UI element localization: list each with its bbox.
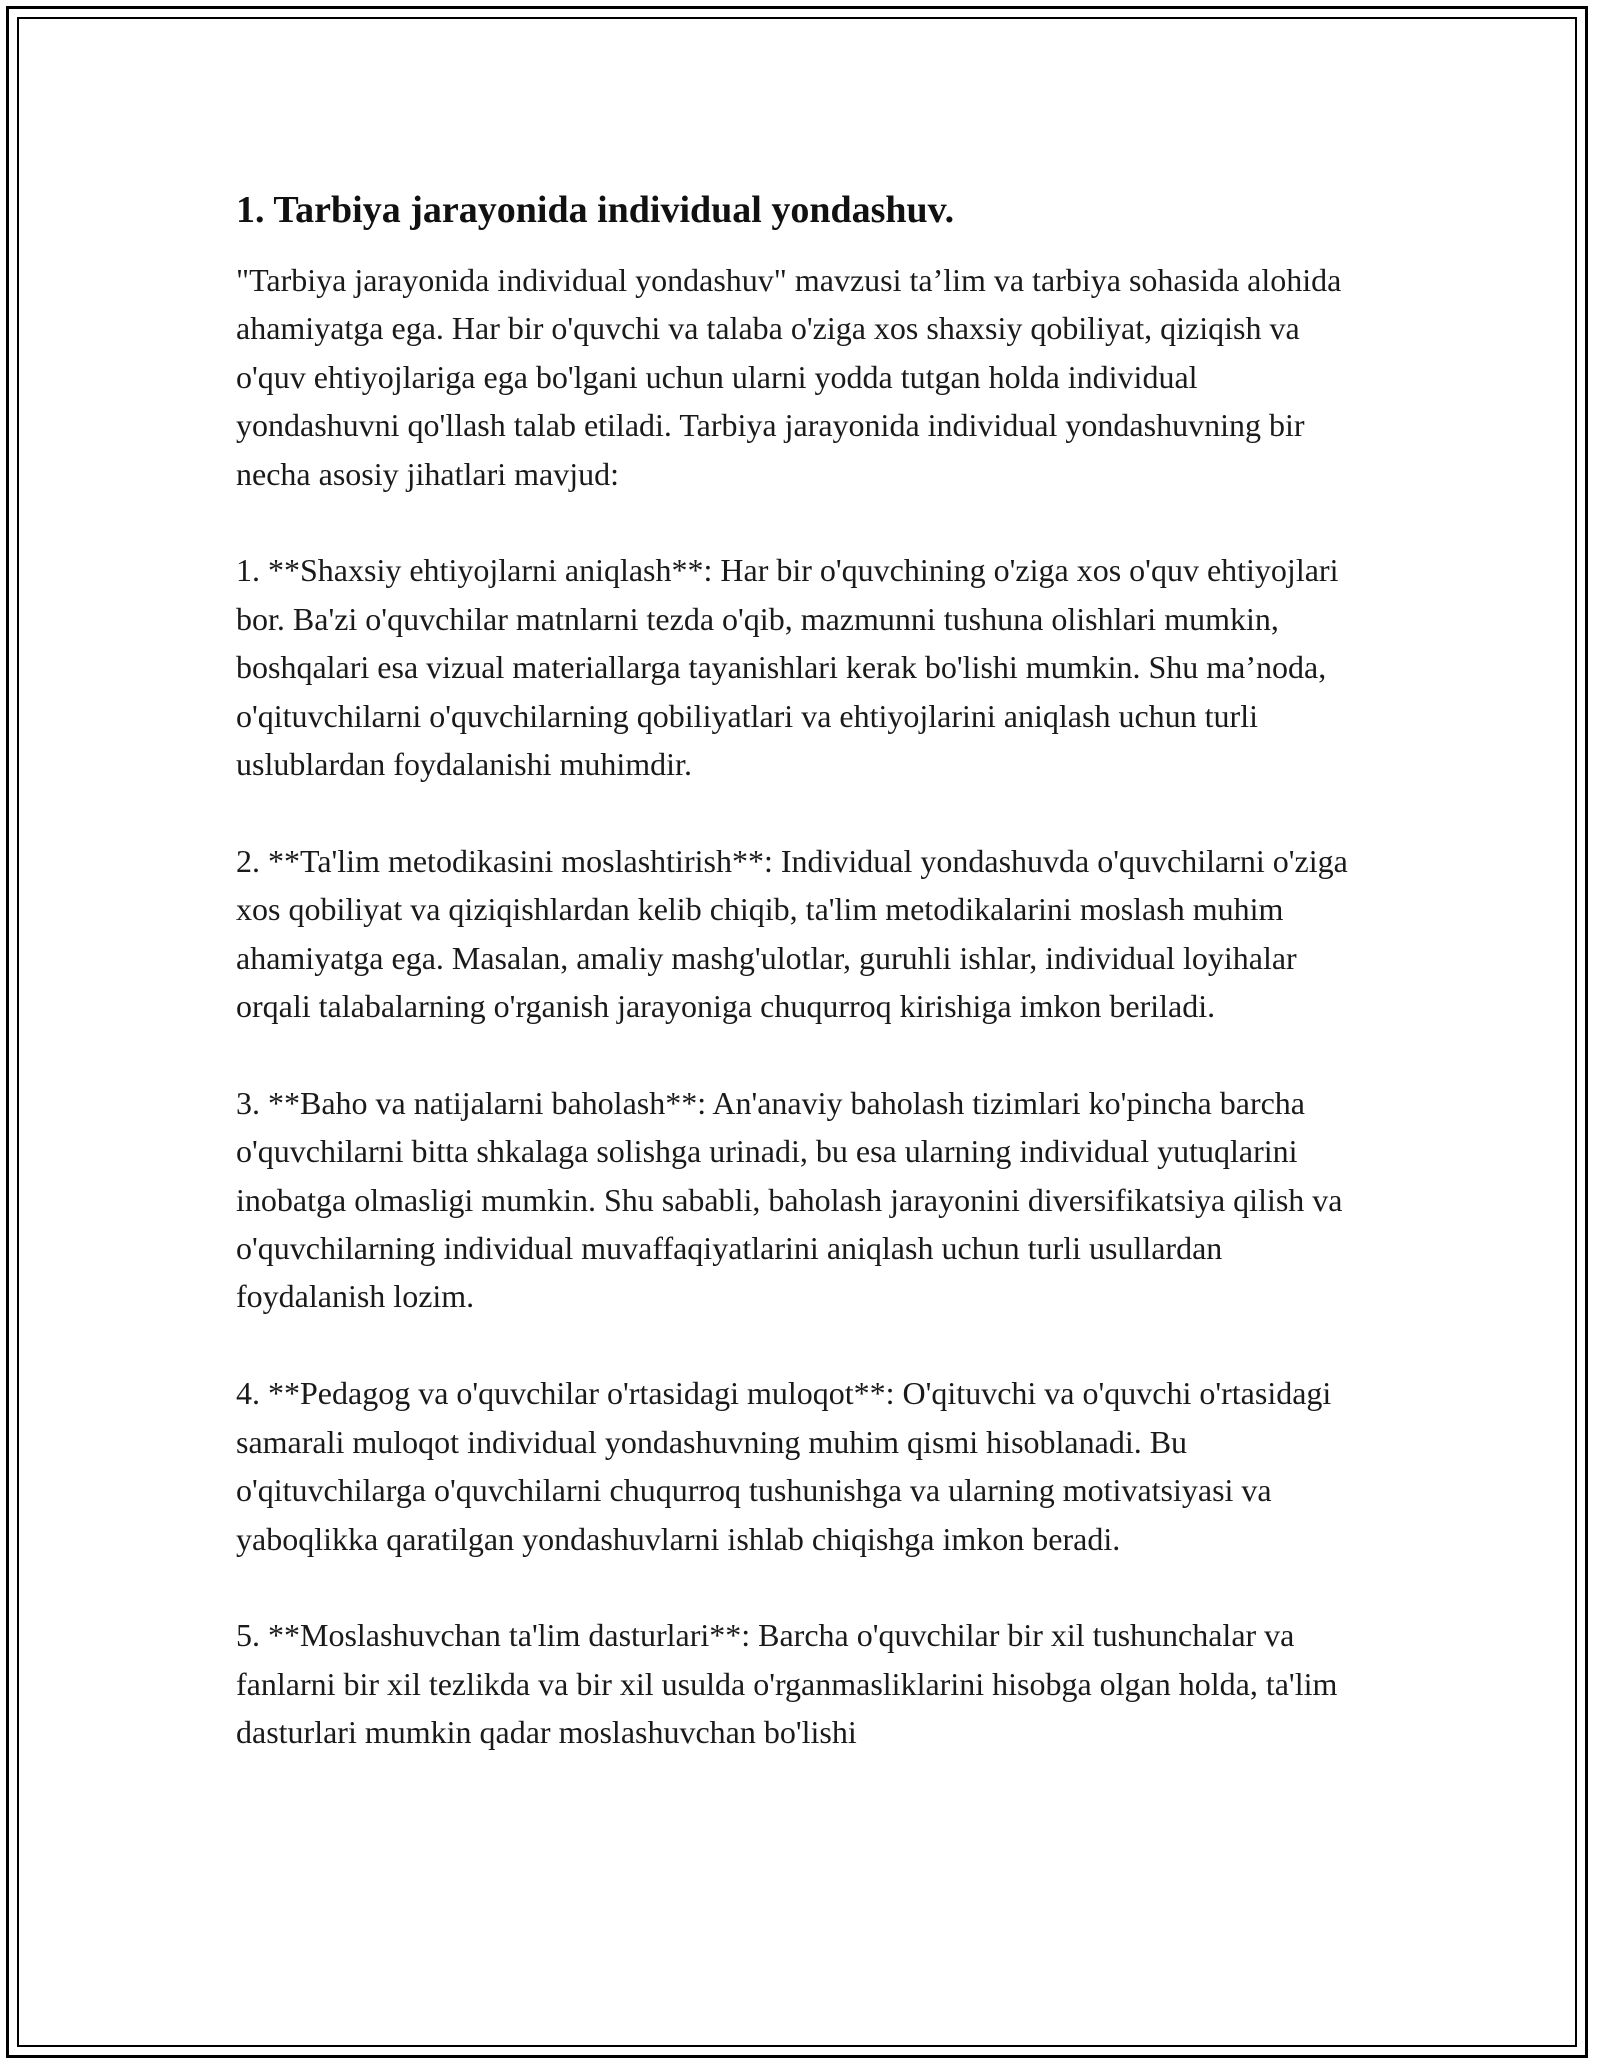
intro-paragraph: "Tarbiya jarayonida individual yondashuv" mavzusi ta’lim va tarbiya sohasida alohida ahamiyatga ega. Har bir o'quvchi va talaba o'ziga xos shaxsiy qobiliyat, qiziqish va o'quv ehtiyojlariga ega bo'lgani uchun ularni yodda tutgan holda individual yondashuvni qo'llash talab etiladi. Tarbiya jarayonida individual yondashuvning bir necha asosiy jihatlari mavjud:: [236, 262, 1342, 492]
list-item-2-paragraph: 2. **Ta'lim metodikasini moslashtirish**: Individual yondashuvda o'quvchilarni o'ziga xos qobiliyat va qiziqishlardan kelib chiqib, ta'lim metodikalarini moslash muhim ahamiyatga ega. Masalan, amaliy mashg'ulotlar, guruhli ishlar, individual loyihalar orqali talabalarning o'rganish jarayoniga chuqurroq kirishiga imkon beriladi.: [236, 842, 1348, 1025]
list-item-4-paragraph: 4. **Pedagog va o'quvchilar o'rtasidagi muloqot**: O'qituvchi va o'quvchi o'rtasidagi samarali muloqot individual yondashuvning muhim qismi hisoblanadi. Bu o'qituvchilarga o'quvchilarni chuqurroq tushunishga va ularning motivatsiyasi va yaboqlikka qaratilgan yondashuvlarni ishlab chiqishga imkon beradi.: [236, 1375, 1332, 1557]
list-item-3-paragraph: 3. **Baho va natijalarni baholash**: An'anaviy baholash tizimlari ko'pincha barcha o'quvchilarni bitta shkalaga solishga urinadi, bu esa ularning individual yutuqlarini inobatga olmasligi mumkin. Shu sababli, baholash jarayonini diversifikatsiya qilish va o'quvchilarning individual muvaffaqiyatlarini aniqlash uchun turli usullardan foydalanish lozim.: [236, 1084, 1343, 1315]
document-title: 1. Tarbiya jarayonida individual yondashuv.: [236, 189, 955, 231]
list-item-1-paragraph: 1. **Shaxsiy ehtiyojlarni aniqlash**: Har bir o'quvchining o'ziga xos o'quv ehtiyojlari bor. Ba'zi o'quvchilar matnlarni tezda o'qib, mazmunni tushuna olishlari mumkin, boshqalari esa vizual materiallarga tayanishlari kerak bo'lishi mumkin. Shu ma’noda, o'qituvchilarni o'quvchilarning qobiliyatlari va ehtiyojlarini aniqlash uchun turli uslublardan foydalanishi muhimdir.: [236, 552, 1339, 783]
list-item-5-paragraph: 5. **Moslashuvchan ta'lim dasturlari**: Barcha o'quvchilar bir xil tushunchalar va fanlarni bir xil tezlikda va bir xil usulda o'rganmasliklarini hisobga olgan holda, ta'lim dasturlari mumkin qadar moslashuvchan bo'lishi: [236, 1617, 1338, 1751]
document-body: [236, 186, 1366, 1805]
